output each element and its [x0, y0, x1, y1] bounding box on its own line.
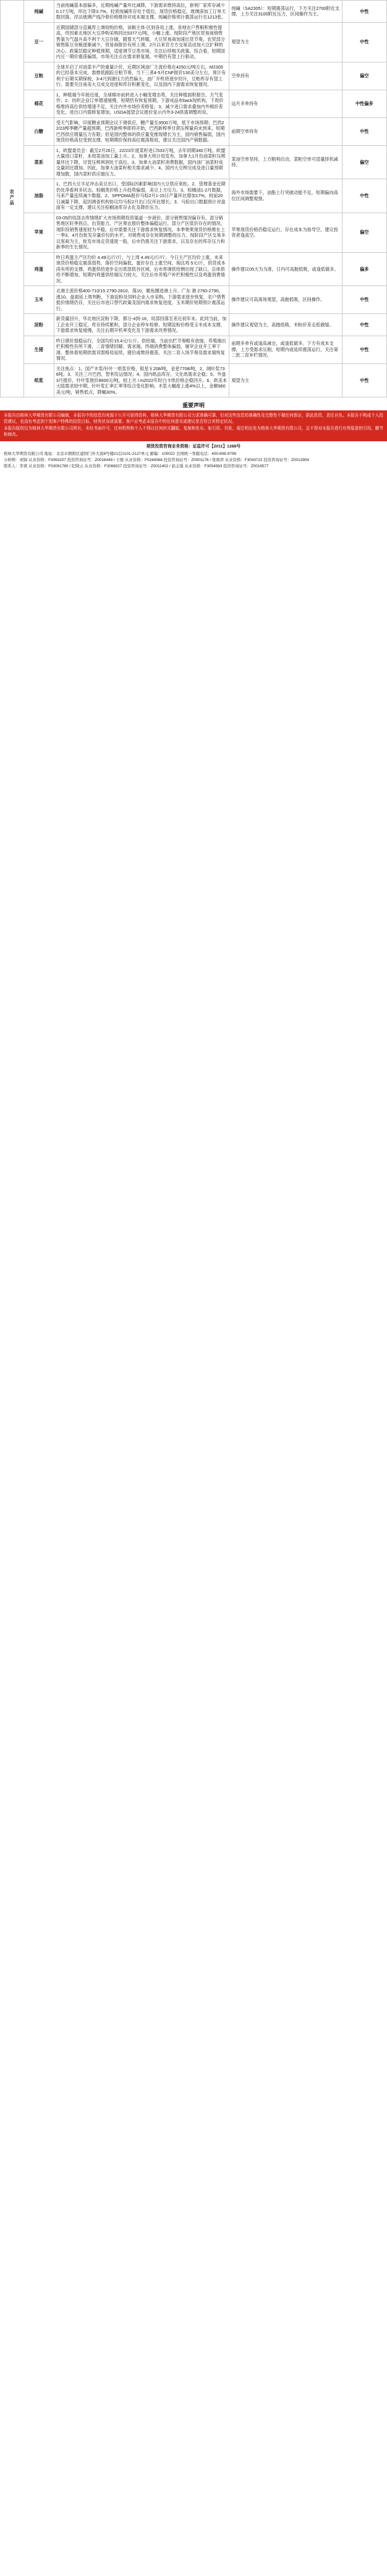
commodity-rating: 中性: [342, 117, 386, 145]
commodity-name: 淀粉: [23, 314, 54, 336]
commodity-rating: 中性: [342, 1, 386, 23]
commodity-rating: 中性: [342, 363, 386, 397]
analyst-line-2: 联系人：李爽 从业资格：F03091780 / 纪晓云 从业资格：F3066027 投资咨询证号：Z0011402 / 赵志强 从业资格：F3054583 投资咨询证号：Z0016577: [4, 464, 269, 468]
commodity-view: 前期空单持有: [229, 117, 342, 145]
commodity-name: 菜系: [23, 145, 54, 179]
table-row: [1, 22, 387, 62]
commodity-rating: 偏空: [342, 62, 386, 90]
commodity-name: 鸡蛋: [23, 252, 54, 286]
company-address-line: 格林大华期货有限公司 地址：北京市朝阳区建国门外大街8号楼21层2101-2127单元 邮编：100022 全国统一客服电话：400-608-9799: [4, 452, 237, 457]
commodity-detail: 新货量回升，华北地区淀粉下降，都分-4到-16，局部回落至差近初年末。此同当前，加工企业开工稳定，库存持续累积，部分企业停车检修。短期淀粉价格受玉米成本支撑，下游需求恢复缓慢，关注后期开机率变化及下游需求改善情况。: [54, 314, 229, 336]
table-row: [1, 145, 387, 179]
commodity-rating: 中性: [342, 179, 386, 213]
commodity-detail: 1、巴西大豆丰足冲击美豆出口，受国际因素影响国内大豆供应宽松。2、管理基金近期仍处净看利多状态，棕榈类价格上升趋势偏弱，美豆上方压力。3、棕榈油1-2月数据，马来产量连续减少数据。2、SPPOMA报价马棕2月1-15日产量环比增加17%，较前20日减量下降，起因调查机构协议均马棕2月出口仅环比增长；3、马棕出口数据预计对盘面有一定支撑，建议关注棕榈油库存去化及降价压力。: [54, 179, 229, 213]
commodity-detail: 1、欧盟委员会：截至2月26日，22/23年度菜籽进口533万吨，去年同期340万吨。欧盟大量进口菜籽，本周菜油加工量上升。2、加拿大统计局发布，加拿大1月份油菜籽压榨量环比下降，尽管压榨利润处于高位。3、加拿大油菜籽消费数据，国内油厂油菜籽成交量同比增加。因此，加拿大油菜籽相关需求减少。4、国内大豆榨完成及进口量预期增加数，国内菜籽供应端压力。: [54, 145, 229, 179]
commodity-view: 苹果现货价格仍稳定运行，存在成本为指导空，建议投资者逢高空。: [229, 213, 342, 252]
disclaimer-paragraph-1: 本报告由格林大华期货有限公司编制，本报告中的信息均来源于公开可获得资料，格林大华期货有限公司力求准确可靠，但对这些信息的准确性及完整性不做任何保证，据此投资，责任自负。本报告不构成个人投资建议，也没有考虑到个别客户特殊的投资目标、财务状况或需要。客户应考虑本报告中的任何意见或建议是否符合其特定状况。: [4, 413, 383, 424]
table-row: [1, 363, 387, 397]
disclaimer-title: 重要声明: [182, 402, 205, 409]
commodity-view: 菜油空单坚持，上方顺利启动，菜粕空单可适量择机减持。: [229, 145, 342, 179]
analyst-line-1: 分析师：刘锦 从业资格：F3063207 投资咨询证号：Z0016449 / 王骏 从业资格：F0244568 投资咨询证号：Z0001176 / 张晓君 从业资格：F3043722 投资咨询证号：Z0013904: [4, 457, 309, 462]
commodity-name: 纯碱: [23, 1, 54, 23]
category-cell: [1, 1, 24, 397]
commodity-name: 豆粕: [23, 62, 54, 90]
table-row: [1, 286, 387, 314]
commodity-name: 玉米: [23, 286, 54, 314]
disclaimer-footer: [0, 441, 387, 474]
table-row: [1, 314, 387, 336]
commodity-view: 海外市场需要下，油脂上行突破动能不足，短期偏向高位区间调整观察。: [229, 179, 342, 213]
commodity-detail: 关注焦点：1、国产木浆/针叶一纸浆价格，银星￥208/吨，金星7708/吨。2、阔叶浆736吨。3、关注三月巴西，智利发运情况；4、国内纸品库存，文化纸需求企稳；5、外盘3月报价，针叶浆报价8600元/吨，较上月 i m2022年时白卡纸价格企稳回升。6、欧美本大陆需求较中期，针叶浆汇率汇率等综合变化影响。木浆大幅度上涨4%以上，金额960美元/吨，销售低点，降幅30%。: [54, 363, 229, 397]
table-row: [1, 62, 387, 90]
commodity-detail: 1、种植端今年接近度，全球棉市前转进入小幅变增态势，关注种植面积报告、天气变作；2、纺织企业订单增速缓慢，短期仍有恢复预期，下游成品布back现机构，下周价格维持高位供给增速不足，关注内外市场价差修复；3、减少进口需求叠加内外棉价差变化，进出口内需修复增加，USDA展望会议报价显示内外3-24供需调整的说。: [54, 90, 229, 117]
commodity-rating: 中性偏多: [342, 90, 386, 117]
table-row: [1, 90, 387, 117]
commodity-detail: 昨日猪价弱稳运行，全国均价15.4元/公斤。供给端，当前出栏节奏略有放缓，养殖端出栏积极性有所下滑，二育情绪回暖；需求端，终端消费整体偏弱，屠宰企业开工率下滑。整体看短期供需双弱格局延续，猪价或维持震荡，关注二育入场节奏及需求端恢复情况。: [54, 336, 229, 363]
commodity-rating: 偏多: [342, 252, 386, 286]
table-row: [1, 252, 387, 286]
commodity-view: 前期多单有或逢高减仓，或逢低做多。下方有成本支撑，上方受需求压制，短期内或延续震荡运行，关注第二批二育补栏情况。: [229, 336, 342, 363]
commodity-detail: 近期国储部分直属库上调收购价格，该粮主体-区到各局上涨，各地农户售粮积极性提高，终因素北地区大豆净购采购同比5377元/吨，小幅上涨。现阶段产地区贸易商销售售渠为气温升高不利于大豆存储，随着天气转暖，大豆贸易商加速出货节奏。农贸部分销售陈豆余粮逐渐减少，贸易商报价有所上调。2月以来官方方交易活动加大豆扩种的决心。政策层稳定种植预期，适度调节豆类市场，关注后续相关政策。综合看，短期国内豆一期价震荡偏弱，市场关注点在需求修复端，中期仍有望上行驱动。: [54, 22, 229, 62]
table-row: [1, 1, 387, 23]
commodity-detail: 昨日鸡蛋主产区均价 4.49元/斤/斤，与上周 4.49元/斤/斤。今日主产区均价上涨。未来现货价格稳定震荡弱势，落价空间偏低，蛋价存在上涨空间。淘汰鸡 5元/斤，供货成本尚有所的支撑，鸡蛋供给逐步走出底部低谷区域，后市将调供给侧出现了缺口，总体供给不断增加，短期内鸡蛋供给端压力较大，关注后市养殖户补栏积极性以及鸡蛋消费情况。: [54, 252, 229, 286]
commodity-detail: 03-05的局部去库情绪扩大市场预期投资渠道一步液价，部分销售情况偏存有，部分销售地区旺季拐点，出货能力，产区果农报价整体偏稳运行，部分产区低价存在的情况，现阶段销售速度较为平稳，后市需要关注下游需求恢复情况。本季果果现货价格维在上一季3、4月份批发存量价位的水平，对销售成存在短期调整的压力。现阶段产区交易多以客商为主，批发市场走货速度一般，后市仍需关注下游需求，以及存在的库存压力和新季的生长情况。: [54, 213, 229, 252]
table-row: [1, 336, 387, 363]
commodity-view: 空单持有: [229, 62, 342, 90]
commodity-detail: 当前纯碱基本面偏多，近期纯碱产量环比减降，下游需求维持高位，套利厂家库存减少0.17万吨，环比下降3.7%。轻质纯碱库存处于低位，现货价格稳定，玻璃深加工订单天数回落，浮法玻璃产线冷修价格维持对成本端支撑，纯碱价格预计震荡运行至1213张。: [54, 1, 229, 23]
commodity-rating: 中性: [342, 336, 386, 363]
commodity-view: 操作建议可高离场观望，高抛低吸，区间操作。: [229, 286, 342, 314]
commodity-detail: 全球开启了对油菜丰产的重量计价，近期区域油厂主流价格在4250元/吨左右，M2305的已经基本完成，需维低跟踪豆粕节奏，当下三者4-5月CNF报价130美分左右，预计有利于后期买期保税，3-4月到港压力仍然偏大，油厂开机将逐步回升，豆粕库存有望上行。需要关注南美大豆成交进度和库存积累变化，以及国内下游需求恢复情况。: [54, 62, 229, 90]
commodity-name: 生猪: [23, 336, 54, 363]
qualification-line: 期货投资咨询业务资格：证监许可【2011】1288号: [146, 444, 241, 449]
disclaimer-section: [0, 399, 387, 474]
commodity-view: 纯碱（SA2305）：短期震荡运行，下方关注2700附近支撑，上方关注3100附近压力，区间操作为主。: [229, 1, 342, 23]
commodity-name: 苹果: [23, 213, 54, 252]
table-body: [1, 1, 387, 397]
commodity-view: 观望为主: [229, 22, 342, 62]
disclaimer-body: [0, 410, 387, 441]
commodity-rating: 偏空: [342, 213, 386, 252]
commodity-name: 棉花: [23, 90, 54, 117]
commodity-table: [0, 0, 387, 397]
commodity-view: 远月多单持有: [229, 90, 342, 117]
commodity-view: 操作建议观望为主，高抛低吸，米粉价差走低做缩。: [229, 314, 342, 336]
commodity-view: 操作建议05大为为准，日内可高抛低吸，或逢低做多。: [229, 252, 342, 286]
commodity-detail: 受天气影响，印度糖业预期会议下调供应，糖产量至3500万吨，低于市场预期；巴西22/23榨季糖产量超预期，巴西新榨季即将开始，巴西新榨季甘蔗压榨量尚未到来，短期巴西供应增量压力有限；但是国内整体的供应量变推现增长为主，国内销售偏弱，国内现货价格高位受到支撑，短期期价保持高位震荡格局，建议关注国内产销数据。: [54, 117, 229, 145]
commodity-name: 豆一: [23, 22, 54, 62]
category-label: 农产品: [9, 189, 15, 207]
commodity-view: 观望为主: [229, 363, 342, 397]
disclaimer-paragraph-2: 本报告版权仅为格林大华期货有限公司所有，未经书面许可，任何机构和个人不得以任何形式翻版、复制和发布。如引用、刊发，需注明出处为格林大华期货有限公司，且不得对本报告进行有悖原意的引用、删节和修改。: [4, 426, 383, 437]
table-row: [1, 179, 387, 213]
commodity-rating: 中性: [342, 22, 386, 62]
commodity-name: 白糖: [23, 117, 54, 145]
commodity-detail: 北港主流价格400-710/15 2790-2810。落10，鲅鱼圈进港上升。广东 港 2760-2790，涨10。盘面延上周判断，下游淀粉及饲料企业入市采购，下游需求逐步恢复，农户惜售挺价情绪仍存，关注后市进口替代政策及国内需求恢复进度，玉米期价短期预计震荡运行。: [54, 286, 229, 314]
commodity-rating: 中性: [342, 286, 386, 314]
commodity-rating: 偏空: [342, 145, 386, 179]
commodity-rating: 中性: [342, 314, 386, 336]
table-row: [1, 213, 387, 252]
report-sheet: [0, 0, 387, 474]
commodity-name: 纸浆: [23, 363, 54, 397]
table-row: [1, 117, 387, 145]
commodity-name: 油脂: [23, 179, 54, 213]
